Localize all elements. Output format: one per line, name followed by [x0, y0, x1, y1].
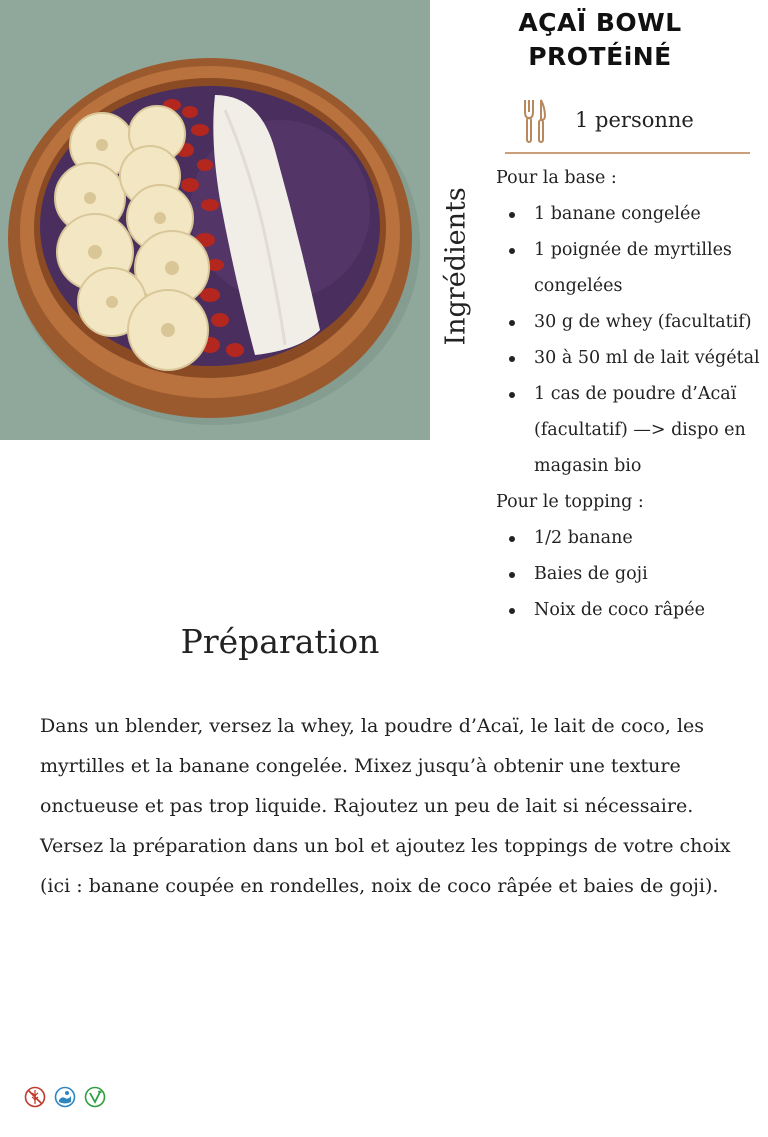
topping-items	[496, 520, 761, 628]
base-items	[496, 196, 761, 484]
list-item: 1/2 banane	[534, 520, 761, 556]
recipe-title	[450, 6, 750, 74]
ingredients-list	[496, 160, 761, 628]
vegetarian-icon	[84, 1086, 106, 1108]
cutlery-icon	[521, 98, 547, 148]
recipe-title-line-1: AÇAÏ BOWL	[518, 8, 682, 37]
recipe-title-line-2: PROTÉiNÉ	[528, 42, 672, 71]
servings-row	[505, 96, 750, 154]
no-gluten-icon	[24, 1086, 46, 1108]
preparation-text: Dans un blender, versez la whey, la poudre d’Acaï, le lait de coco, les myrtilles et la banane congelée. Mixez jusqu’à obtenir une texture onctueuse et pas trop liquide. Rajoutez un peu de lait si nécessaire. Versez la préparation dans un bol et ajoutez les toppings de votre choix (ici : banane coupée en rondelles, noix de coco râpée et baies de goji).	[40, 715, 731, 897]
preparation-title: Préparation	[180, 622, 380, 661]
no-lactose-icon	[54, 1086, 76, 1108]
base-heading: Pour la base :	[496, 168, 617, 188]
list-item: 30 g de whey (facultatif)	[534, 304, 761, 340]
list-item: 1 banane congelée	[534, 196, 761, 232]
list-item: Noix de coco râpée	[534, 592, 761, 628]
topping-heading: Pour le topping :	[496, 492, 644, 512]
list-item: Baies de goji	[534, 556, 761, 592]
ingredients-label: Ingrédients	[440, 187, 472, 346]
list-item: 1 cas de poudre d’Acaï (facultatif) —> dispo en magasin bio	[534, 376, 761, 484]
list-item: 1 poignée de myrtilles congelées	[534, 232, 761, 304]
servings-text: 1 personne	[575, 108, 694, 132]
list-item: 30 à 50 ml de lait végétal	[534, 340, 761, 376]
acai-bowl-photo	[0, 0, 430, 440]
